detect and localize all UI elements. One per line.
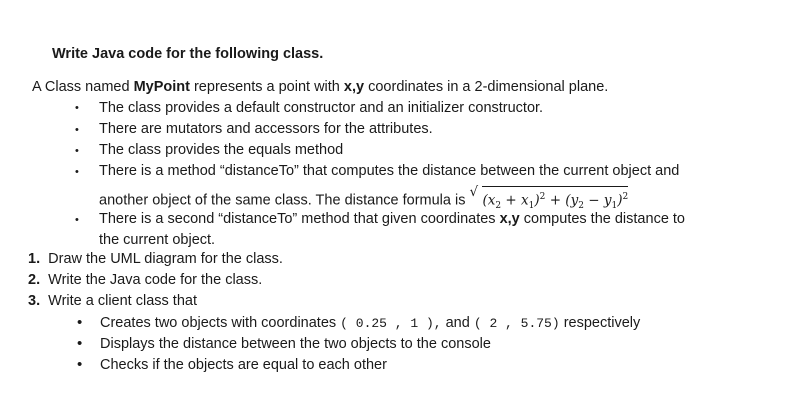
intro-middle: represents a point with xyxy=(189,79,344,95)
bullet-dot: • xyxy=(75,214,79,226)
bullet-dot: • xyxy=(75,166,79,178)
radical-sign: √ xyxy=(469,184,479,200)
class-name: MyPoint xyxy=(133,79,190,95)
sub-bullet-create-objects: Creates two objects with coordinates ( 0.25 , 1 ), and ( 2 , 5.75) respectively xyxy=(100,315,641,331)
sub-bullet-check-equal: Checks if the objects are equal to each other xyxy=(100,357,387,373)
sub-bullet-display-distance: Displays the distance between the two objects to the console xyxy=(100,336,491,352)
bullet-second-distance-to-line2: the current object. xyxy=(99,232,216,248)
intro-prefix: A Class named xyxy=(32,79,134,95)
bullet-mutators: There are mutators and accessors for the attributes. xyxy=(99,121,433,137)
heading: Write Java code for the following class. xyxy=(52,46,324,62)
b5-coords: x,y xyxy=(499,211,520,227)
bullet-equals: The class provides the equals method xyxy=(99,142,344,158)
bullet-dot: • xyxy=(75,124,79,136)
formula-intro: another object of the same class. The distance formula is xyxy=(99,192,466,209)
bullet-dot: • xyxy=(75,102,79,114)
task-1: 1. Draw the UML diagram for the class. xyxy=(28,251,283,267)
bullet-distance-to-line1: There is a method “distanceTo” that computes the distance between the current object and xyxy=(99,163,680,179)
intro-suffix: coordinates in a 2-dimensional plane. xyxy=(364,79,609,95)
task-2: 2. Write the Java code for the class. xyxy=(28,272,263,288)
bullet-second-distance-to: There is a second “distanceTo” method that given coordinates x,y computes the distance to xyxy=(99,211,686,227)
intro-paragraph xyxy=(32,79,608,95)
bullet-dot: • xyxy=(75,145,79,157)
intro-coords: x,y xyxy=(343,79,365,95)
distance-formula: √ $(x_2 + x_1)^2 + (y_2 - y_1)^2$ xyxy=(469,186,628,215)
sub-bullet-dot: • xyxy=(77,356,83,373)
code-point-1: ( 0.25 , 1 ), xyxy=(340,316,442,331)
code-point-2: ( 2 , 5.75) xyxy=(473,316,560,331)
bullet-default-constructor: The class provides a default constructor and an initializer constructor. xyxy=(99,100,544,116)
task-3: 3. Write a client class that xyxy=(28,293,197,309)
sub-bullet-dot: • xyxy=(77,335,83,352)
sub-bullet-dot: • xyxy=(77,314,83,331)
